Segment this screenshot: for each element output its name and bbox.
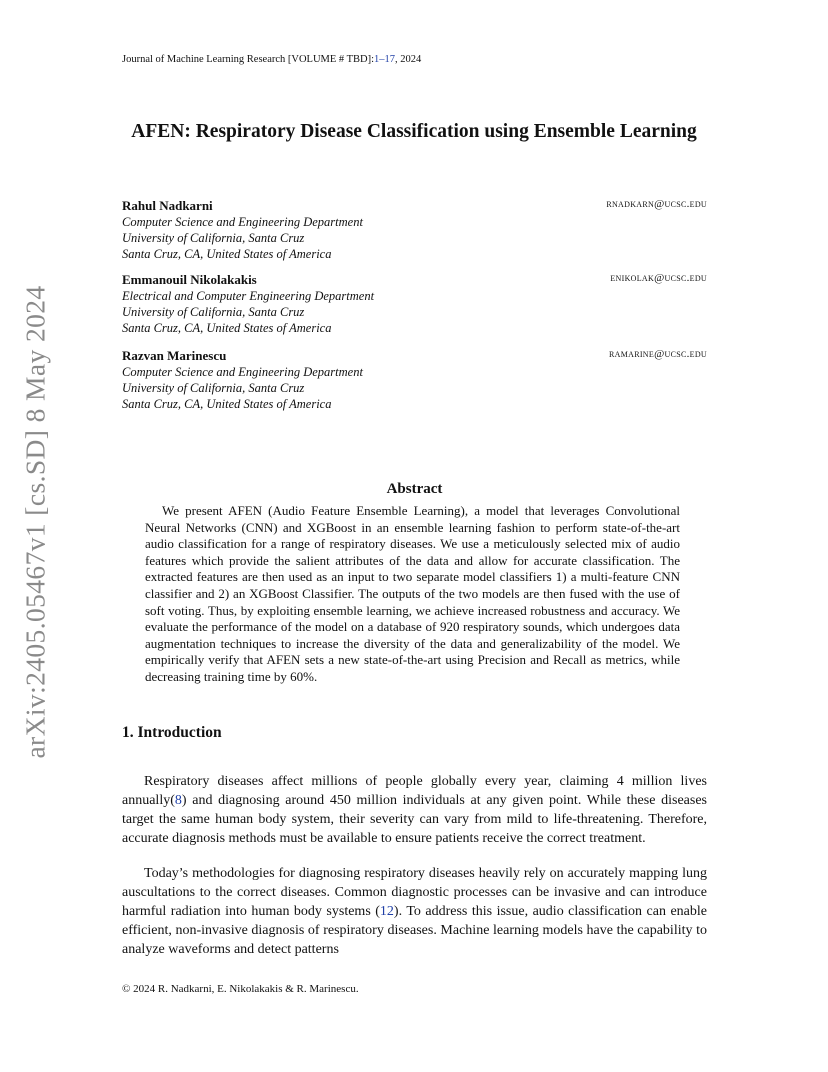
author-block-2 [122,272,707,336]
abstract-heading: Abstract [386,481,443,497]
abstract-text: We present AFEN (Audio Feature Ensemble Learning), a model that leverages Convolutional Neural Networks (CNN) and XGBoost in an ensemble learning fashion to perform state-of-the-art audio classification for a range of respiratory diseases. We use a meticulously selected mix of audio features which provide the salient attributes of the data and allow for accurate classification. The extracted features are then used as an input to two separate model classifiers 1) a multi-feature CNN classifier and 2) an XGBoost Classifier. The outputs of the two models are then fused with the use of soft voting. Thus, by exploiting ensemble learning, we achieve increased robustness and accuracy. We evaluate the performance of the model on a database of 920 respiratory sounds, which undergoes data augmentation techniques to increase the diversity of the data and generalizability of the model. We empirically verify that AFEN sets a new state-of-the-art using Precision and Recall as metrics, while decreasing training time by 60%. [145,503,680,684]
affiliation-line: University of California, Santa Cruz [122,381,305,395]
author-email[interactable]: ramarine@ucsc.edu [609,348,707,360]
intro-text: Today’s methodologies for diagnosing respiratory diseases heavily rely on accurately mapping lung auscultations to the correct diseases. Common diagnostic processes can be invasive and can introduce harmful radiation into human body systems ( [122,866,707,919]
affiliation-line: Computer Science and Engineering Department [122,365,363,379]
author-affiliation [122,288,707,336]
journal-header [122,54,421,65]
journal-pages-link[interactable]: 1–17 [374,54,396,65]
citation-link[interactable]: 12 [379,904,394,919]
journal-prefix: Journal of Machine Learning Research [VOLUME # TBD]: [122,54,375,65]
arxiv-stamp-text: arXiv:2405.05467v1 [cs.SD] 8 May 2024 [20,285,51,759]
affiliation-line: University of California, Santa Cruz [122,231,305,245]
intro-text: Respiratory diseases affect millions of people globally every year, claiming 4 million lives annually( [122,774,707,808]
author-block-3 [122,348,707,412]
paper-title: AFEN: Respiratory Disease Classification using Ensemble Learning [131,121,697,142]
affiliation-line: Computer Science and Engineering Department [122,215,363,229]
affiliation-line: University of California, Santa Cruz [122,305,305,319]
author-name: Rahul Nadkarni [122,198,213,213]
affiliation-line: Santa Cruz, CA, United States of America [122,247,332,261]
author-name: Emmanouil Nikolakakis [122,272,257,287]
affiliation-line: Electrical and Computer Engineering Department [122,289,375,303]
intro-text: ). To address this issue, audio classification can enable efficient, non-invasive diagnosis of respiratory diseases. Machine learning models have the capability to analyze waveforms and detect patterns [122,904,707,957]
intro-paragraph-2 [122,864,707,959]
intro-paragraph-1 [122,772,707,848]
author-affiliation [122,364,707,412]
author-email[interactable]: enikolak@ucsc.edu [610,272,707,284]
affiliation-line: Santa Cruz, CA, United States of America [122,321,332,335]
author-email[interactable]: rnadkarn@ucsc.edu [606,198,707,210]
citation-link[interactable]: 8 [174,793,182,808]
author-name: Razvan Marinescu [122,348,227,363]
author-block-1 [122,198,707,262]
copyright-footer: © 2024 R. Nadkarni, E. Nikolakakis & R. Marinescu. [122,983,359,995]
affiliation-line: Santa Cruz, CA, United States of America [122,397,332,411]
intro-text: ) and diagnosing around 450 million individuals at any given point. While these diseases target the same human body system, their severity can vary from mild to life-threatening. Therefore, accurate diagnosis methods must be available to ensure patients receive the correct treatment. [122,793,707,846]
section-heading-introduction: 1. Introduction [122,724,222,741]
journal-year: , 2024 [395,54,422,65]
arxiv-stamp [10,287,62,757]
author-affiliation [122,214,707,262]
